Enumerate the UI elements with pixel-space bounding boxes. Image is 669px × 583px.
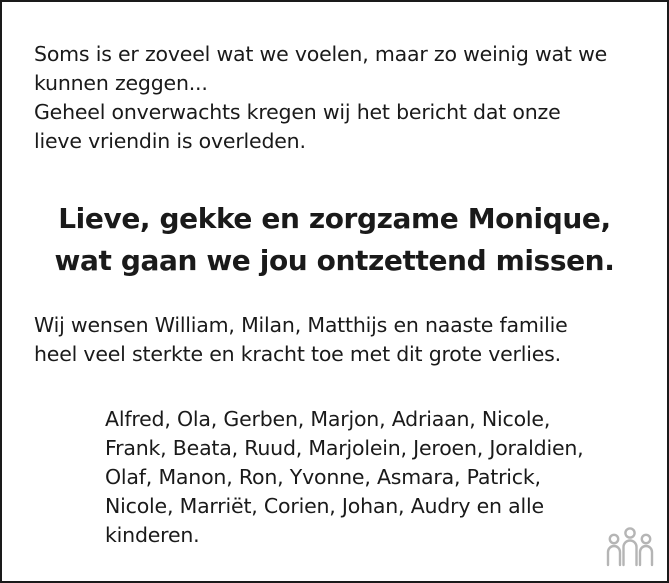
intro-line: kunnen zeggen... [34,71,208,95]
names-line: Olaf, Manon, Ron, Yvonne, Asmara, Patrick, [105,465,541,489]
intro-text [34,40,654,156]
names-line: kinderen. [105,523,200,547]
intro-line: Soms is er zoveel wat we voelen, maar zo weinig wat we [34,42,608,66]
intro-line: lieve vriendin is overleden. [34,129,306,153]
intro-line: Geheel onverwachts kregen wij het bericht dat onze [34,100,561,124]
wish-line: Wij wensen William, Milan, Matthijs en naaste familie [34,313,568,337]
heading-line: wat gaan we jou ontzettend missen. [54,244,615,277]
heading [2,198,667,282]
names-line: Frank, Beata, Ruud, Marjolein, Jeroen, Joraldien, [105,436,584,460]
wish-text [34,311,654,369]
names-line: Alfred, Ola, Gerben, Marjon, Adriaan, Nicole, [105,407,551,431]
heading-line: Lieve, gekke en zorgzame Monique, [58,202,611,235]
people-group-icon [605,525,655,569]
names-line: Nicole, Marriët, Corien, Johan, Audry en alle [105,494,544,518]
signatories [105,405,585,550]
wish-line: heel veel sterkte en kracht toe met dit grote verlies. [34,342,561,366]
